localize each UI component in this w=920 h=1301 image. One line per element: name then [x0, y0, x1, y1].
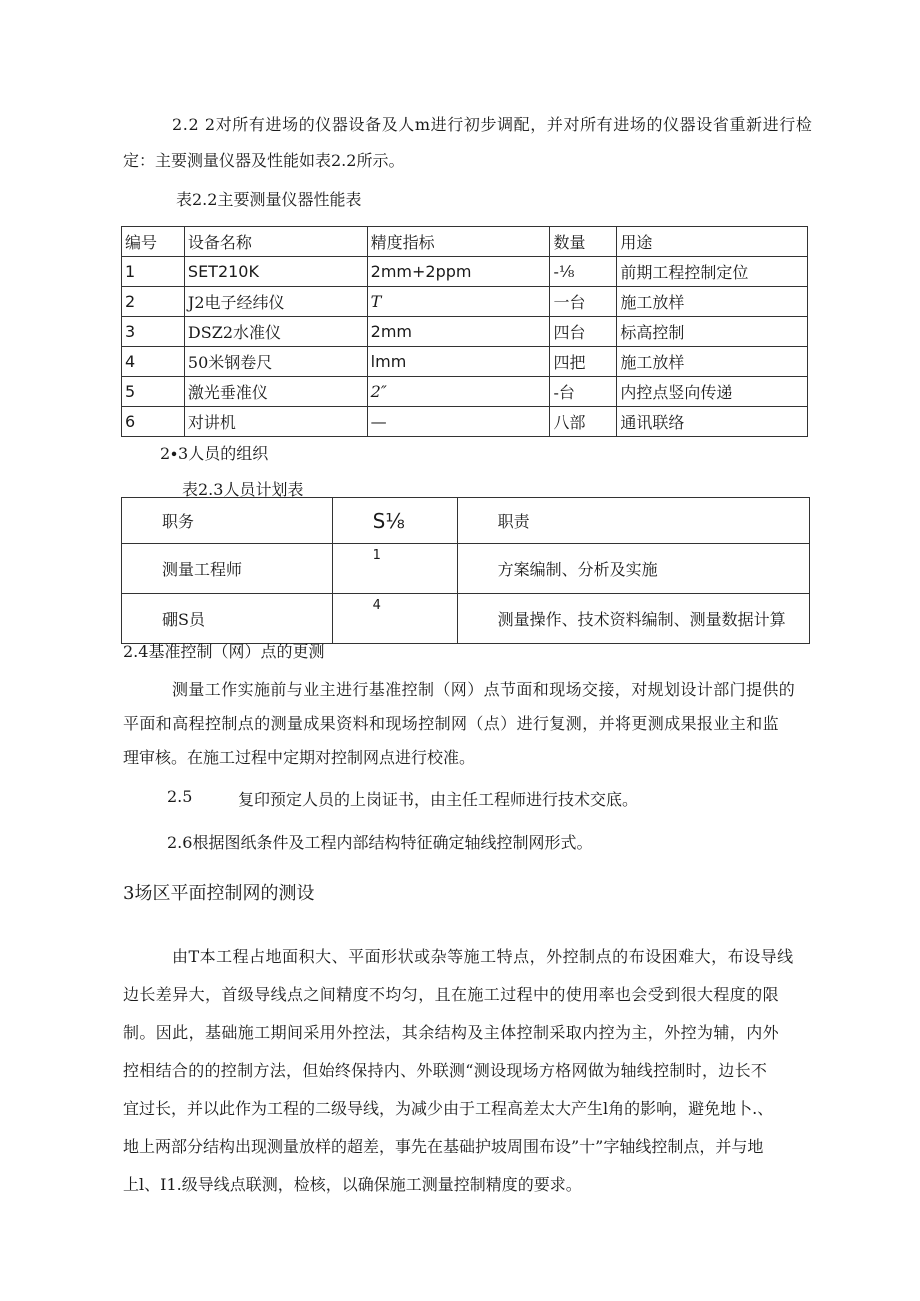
table-header-row — [122, 498, 810, 544]
table-cell: 1 — [332, 544, 457, 594]
table-cell: -⅛ — [550, 257, 617, 287]
table-cell: 6 — [122, 407, 185, 437]
section-2-5-number: 2.5 — [167, 787, 193, 806]
header-cell: 精度指标 — [367, 227, 550, 257]
table2-caption: 表2.3人员计划表 — [182, 480, 304, 499]
table-row — [122, 317, 808, 347]
table-cell: 5 — [122, 377, 185, 407]
table-row — [122, 287, 808, 317]
table-cell: 2″ — [367, 377, 550, 407]
table-cell: lmm — [367, 347, 550, 377]
section-2-5-text: 复印预定人员的上岗证书，由主任工程师进行技术交底。 — [238, 790, 639, 809]
table-cell: 对讲机 — [184, 407, 367, 437]
header-cell: 设备名称 — [184, 227, 367, 257]
table1-caption: 表2.2主要测量仪器性能表 — [176, 190, 362, 209]
table-cell: 硼S员 — [122, 594, 333, 644]
header-cell: 职务 — [122, 498, 333, 544]
table-row — [122, 544, 810, 594]
table-cell: T — [367, 287, 550, 317]
table-cell: 2 — [122, 287, 185, 317]
para-3-line3: 制。因此，基础施工期间采用外控法，其余结构及主体控制采取内控为主，外控为辅，内外 — [123, 1023, 780, 1042]
para-2-4-line1: 测量工作实施前与业主进行基准控制（网）点节面和现场交接，对规划设计部门提供的 — [172, 680, 796, 699]
para-2-4-line2: 平面和高程控制点的测量成果资料和现场控制网（点）进行复测，并将更测成果报业主和监 — [123, 714, 780, 733]
table-cell: 前期工程控制定位 — [617, 257, 808, 287]
table-cell: 四把 — [550, 347, 617, 377]
table-cell: 方案编制、分析及实施 — [457, 544, 809, 594]
section-2-3-title: 2∙3人员的组织 — [160, 444, 269, 463]
table-cell: DSZ2水准仪 — [184, 317, 367, 347]
header-cell: 用途 — [617, 227, 808, 257]
para-2-2-line1: 2.2 2对所有进场的仪器设备及人m进行初步调配，并对所有进场的仪器设省重新进行检 — [172, 115, 813, 134]
section-3-title: 3场区平面控制网的测设 — [123, 883, 315, 904]
table-cell: 4 — [332, 594, 457, 644]
table-cell: -台 — [550, 377, 617, 407]
para-3-line7: 上l、I1.级导线点联测，检核，以确保施工测量控制精度的要求。 — [123, 1175, 582, 1194]
para-2-2-line2: 定：主要测量仪器及性能如表2.2所示。 — [123, 151, 405, 170]
table-cell: 施工放样 — [617, 347, 808, 377]
table-row — [122, 257, 808, 287]
table-cell: 一台 — [550, 287, 617, 317]
table-cell: 八部 — [550, 407, 617, 437]
table-cell: 4 — [122, 347, 185, 377]
table-cell: 50米钢卷尺 — [184, 347, 367, 377]
header-cell: 职责 — [457, 498, 809, 544]
para-3-line2: 边长差异大，首级导线点之间精度不均匀，且在施工过程中的使用率也会受到很大程度的限 — [123, 985, 780, 1004]
section-2-6-text: 2.6根据图纸条件及工程内部结构特征确定轴线控制网形式。 — [167, 833, 593, 852]
table-row — [122, 347, 808, 377]
table-cell: 四台 — [550, 317, 617, 347]
table-cell: 2mm+2ppm — [367, 257, 550, 287]
para-2-4-line3: 理审核。在施工过程中定期对控制网点进行校准。 — [123, 748, 476, 767]
table-cell: 激光垂准仪 — [184, 377, 367, 407]
table-cell: — — [367, 407, 550, 437]
para-3-line1: 由T本工程占地面积大、平面形状或杂等施工特点，外控制点的布设困难大，布设导线 — [172, 947, 794, 966]
para-3-line4: 控相结合的的控制方法，但始终保持内、外联测“测设现场方格网做为轴线控制时，边长不 — [123, 1061, 768, 1080]
header-cell: S⅛ — [332, 498, 457, 544]
table-cell: 测量操作、技术资料编制、测量数据计算 — [457, 594, 809, 644]
section-2-4-title: 2.4基准控制（网）点的更测 — [123, 642, 325, 661]
instrument-table — [121, 226, 808, 437]
table-cell: 1 — [122, 257, 185, 287]
table-cell: 标高控制 — [617, 317, 808, 347]
header-cell: 数量 — [550, 227, 617, 257]
table-header-row — [122, 227, 808, 257]
table-row — [122, 407, 808, 437]
table-cell: 内控点竖向传递 — [617, 377, 808, 407]
table-cell: J2电子经纬仪 — [184, 287, 367, 317]
para-3-line6: 地上两部分结构出现测量放样的超差，事先在基础护坡周围布设”十”字轴线控制点，并与地 — [123, 1137, 764, 1156]
table-row — [122, 377, 808, 407]
table-row — [122, 594, 810, 644]
header-cell: 编号 — [122, 227, 185, 257]
table-cell: 2mm — [367, 317, 550, 347]
table-cell: SET210K — [184, 257, 367, 287]
table-cell: 3 — [122, 317, 185, 347]
staff-table — [121, 497, 810, 644]
table-cell: 测量工程师 — [122, 544, 333, 594]
table-cell: 通讯联络 — [617, 407, 808, 437]
table-cell: 施工放样 — [617, 287, 808, 317]
para-3-line5: 宜过长，并以此作为工程的二级导线，为减少由于工程高差太大产生l角的影响，避免地卜.、 — [123, 1099, 774, 1118]
